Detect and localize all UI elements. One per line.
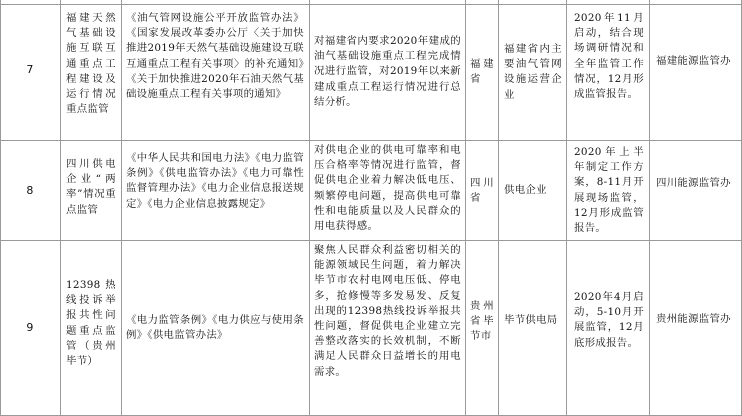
row-7-schedule: 2020年11月启动，结合现场调研情况和全年监管工作情况，12月形成监管报告。 <box>574 12 644 101</box>
row-7-item-name: 福建天然气基础设施互联互通重点工程建设及运行情况重点监管 <box>66 12 116 116</box>
row-divider <box>0 140 742 141</box>
column-divider <box>498 0 499 416</box>
column-divider <box>309 0 310 416</box>
column-divider <box>60 0 61 416</box>
row-9-content: 聚焦人民群众利益密切相关的能源领域民生问题，着力解决毕节市农村电网电压低、停电多，抢修慢等多发易发、反复出现的12398热线投诉举报共性问题，督促供电企业建立完善整改落实的长效机制，不断满足人民群众日益增长的用电需求。 <box>314 244 461 378</box>
column-divider <box>121 0 122 416</box>
row-divider <box>0 240 742 241</box>
row-8-schedule: 2020年上半年制定工作方案，8-11月开展现场监管，12月形成监管报告。 <box>574 146 644 235</box>
row-7-office: 福建能源监管办 <box>656 55 731 67</box>
row-7-legal-basis: 《油气管网设施公平开放监管办法》《国家发展改革委办公厅〈关于加快推进2019年天然气基础设施建设互联互通重点工程有关事项〉的补充通知》《关于加快推进2020年石油天然气基础设施重点工程有关事项的通知》 <box>126 12 304 101</box>
row-8-item-name: 四川供电企业“两率”情况重点监管 <box>66 158 116 216</box>
row-9-number: 9 <box>26 321 34 334</box>
row-9-legal-basis: 《电力监管条例》《电力供应与使用条例》《供电监管办法》 <box>126 314 304 342</box>
row-7-content: 对福建省内要求2020年建成的油气基础设施重点工程完成情况进行监管，对2019年以来新建成重点工程运行情况进行总结分析。 <box>314 35 461 108</box>
row-7-target: 福建省内主要油气管网设施运营企业 <box>504 43 562 101</box>
row-8-number: 8 <box>26 184 34 197</box>
row-7-region: 福建省 <box>470 58 494 86</box>
row-7-number: 7 <box>26 63 34 76</box>
row-8-region: 四川省 <box>470 177 494 205</box>
row-9-office: 贵州能源监管办 <box>656 313 731 325</box>
row-8-legal-basis: 《中华人民共和国电力法》《电力监管条例》《供电监管办法》《电力可靠性监督管理办法》《电力企业信息报送规定》《电力企业信息披露规定》 <box>126 152 304 210</box>
row-9-target: 毕节供电局 <box>504 314 558 326</box>
row-9-schedule: 2020年4月启动，5-10月开展监管，12月底形成报告。 <box>574 291 644 349</box>
column-divider <box>566 0 567 416</box>
row-9-item-name: 12398热线投诉举报共性问题重点监管（贵州毕节） <box>66 279 116 368</box>
column-divider <box>649 0 650 416</box>
column-divider <box>465 0 466 416</box>
row-8-content: 对供电企业的供电可靠率和电压合格率等情况进行监管，督促供电企业着力解决低电压、频繁停电问题，提高供电可靠性和电能质量以及人民群众的用电获得感。 <box>314 144 461 233</box>
row-8-target: 供电企业 <box>504 184 547 196</box>
row-8-office: 四川能源监管办 <box>656 177 731 189</box>
row-9-region: 贵州省毕节市 <box>470 300 494 343</box>
row-divider <box>0 4 742 5</box>
